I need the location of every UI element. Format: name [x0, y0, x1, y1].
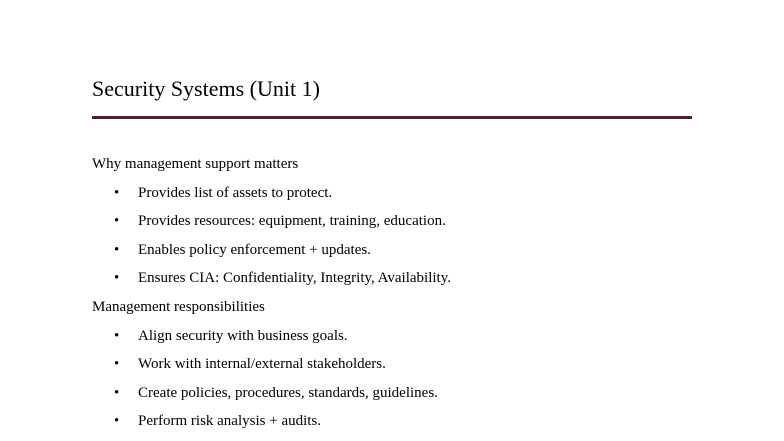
section-heading: Management responsibilities — [92, 298, 265, 315]
bullet-icon: • — [114, 184, 120, 201]
list-item-text: Align security with business goals. — [138, 327, 348, 344]
list-item-text: Perform risk analysis + audits. — [138, 413, 322, 430]
list-item-text: Create policies, procedures, standards, guidelines. — [138, 384, 438, 401]
section-management-responsibilities — [92, 293, 742, 436]
bullet-icon: • — [114, 356, 120, 373]
section-heading: Why management support matters — [92, 156, 299, 172]
list-item-text: Enables policy enforcement + updates. — [138, 241, 371, 258]
list-item — [92, 350, 742, 379]
title-divider — [92, 116, 692, 119]
section-management-support — [92, 150, 742, 293]
list-item — [92, 236, 742, 265]
list-item-text: Work with internal/external stakeholders. — [138, 356, 386, 373]
bullet-list — [92, 179, 742, 293]
list-item — [92, 179, 742, 208]
bullet-list — [92, 322, 742, 436]
document-title: Security Systems (Unit 1) — [92, 76, 320, 101]
list-item — [92, 207, 742, 236]
bullet-icon: • — [114, 413, 120, 430]
list-item-text: Provides list of assets to protect. — [138, 184, 333, 201]
bullet-icon: • — [114, 327, 120, 344]
list-item — [92, 379, 742, 408]
list-item — [92, 264, 742, 293]
bullet-icon: • — [114, 384, 120, 401]
bullet-icon: • — [114, 270, 120, 287]
list-item-text: Provides resources: equipment, training, education. — [138, 213, 446, 230]
bullet-icon: • — [114, 241, 120, 258]
document-body — [92, 150, 742, 436]
list-item — [92, 407, 742, 436]
list-item-text: Ensures CIA: Confidentiality, Integrity, Availability. — [138, 270, 452, 287]
list-item — [92, 322, 742, 351]
bullet-icon: • — [114, 213, 120, 230]
